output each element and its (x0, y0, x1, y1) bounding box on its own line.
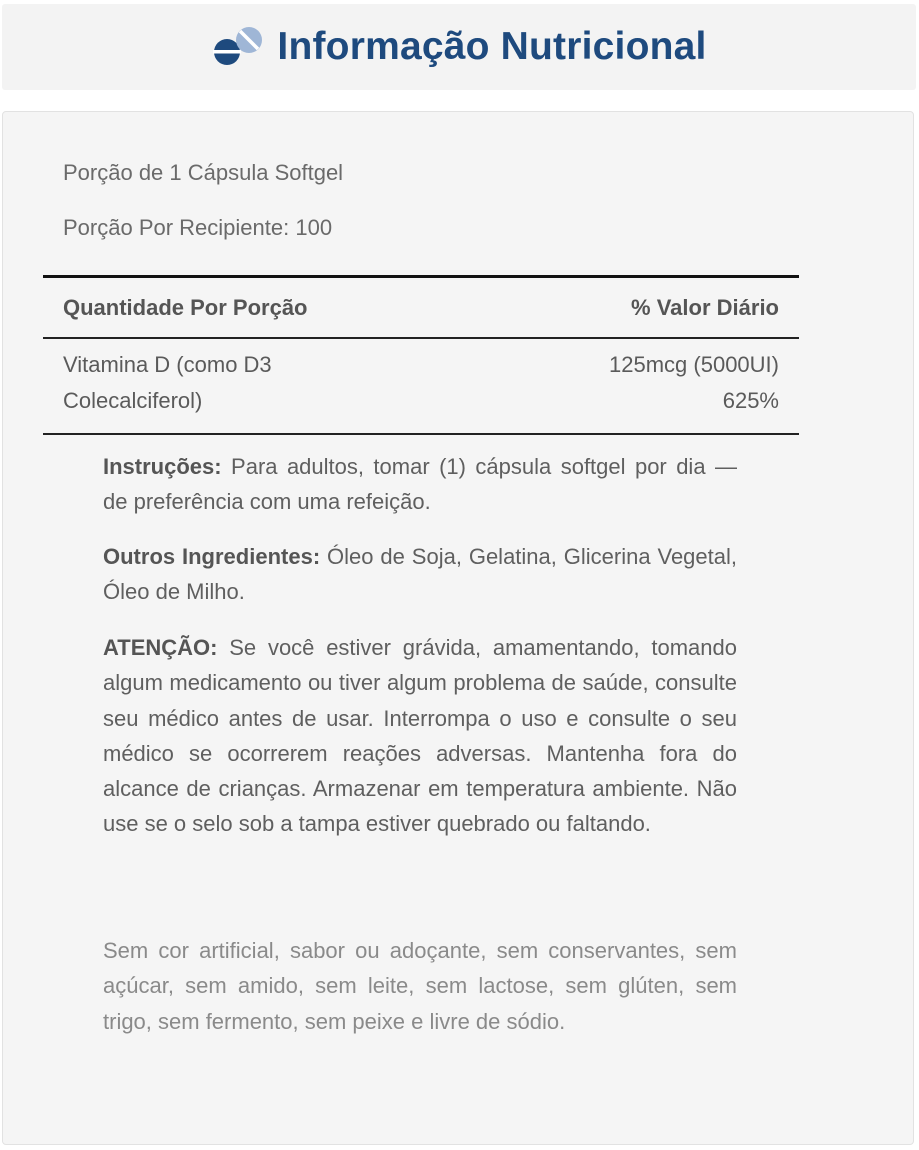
nutrient-name-line1: Vitamina D (como D3 (63, 352, 272, 377)
instructions-label: Instruções: (103, 454, 222, 479)
nutrient-name-line2: Colecalciferol) (63, 388, 203, 413)
pills-icon (211, 25, 265, 69)
table-row (43, 339, 799, 433)
ingredients-paragraph (103, 539, 737, 610)
header-amount-per-serving: Quantidade Por Porção (63, 294, 308, 320)
header-banner (2, 4, 916, 90)
table-bottom-rule (43, 433, 799, 435)
nutrition-table (43, 275, 799, 435)
page-title: Informação Nutricional (277, 25, 707, 68)
nutrient-amount: 125mcg (5000UI) (609, 352, 779, 377)
instructions-text: Para adultos, tomar (1) cápsula softgel por dia — de preferência com uma refeição. (103, 454, 737, 515)
header-content (211, 25, 706, 69)
table-header (43, 278, 799, 337)
nutrition-panel (2, 111, 914, 1145)
serving-size: Porção de 1 Cápsula Softgel (63, 160, 344, 185)
nutrient-daily-value: 625% (722, 388, 779, 413)
servings-per-container: Porção Por Recipiente: 100 (63, 215, 333, 240)
warning-text: Se você estiver grávida, amamentando, tomando algum medicamento ou tiver algum problema de saúde, consulte seu médico antes de usar. Interrompa o uso e consulte o seu médico se ocorrerem reações adversas. Mantenha fora do alcance de crianças. Armazenar em temperatura ambiente. Não use se o selo sob a tampa estiver quebrado ou faltando. (103, 635, 737, 837)
ingredients-text: Óleo de Soja, Gelatina, Glicerina Vegetal, Óleo de Milho. (103, 544, 738, 605)
nutrient-name (63, 347, 272, 419)
warning-label: ATENÇÃO: (103, 635, 218, 660)
warning-paragraph (103, 630, 737, 842)
header-daily-value: % Valor Diário (631, 294, 779, 320)
ingredients-label: Outros Ingredientes: (103, 544, 321, 569)
nutrient-values (609, 347, 779, 419)
free-from-statement: Sem cor artificial, sabor ou adoçante, sem conservantes, sem açúcar, sem amido, sem leite, sem lactose, sem glúten, sem trigo, sem fermento, sem peixe e livre de sódio. (103, 938, 737, 1034)
instructions-paragraph (103, 449, 737, 520)
